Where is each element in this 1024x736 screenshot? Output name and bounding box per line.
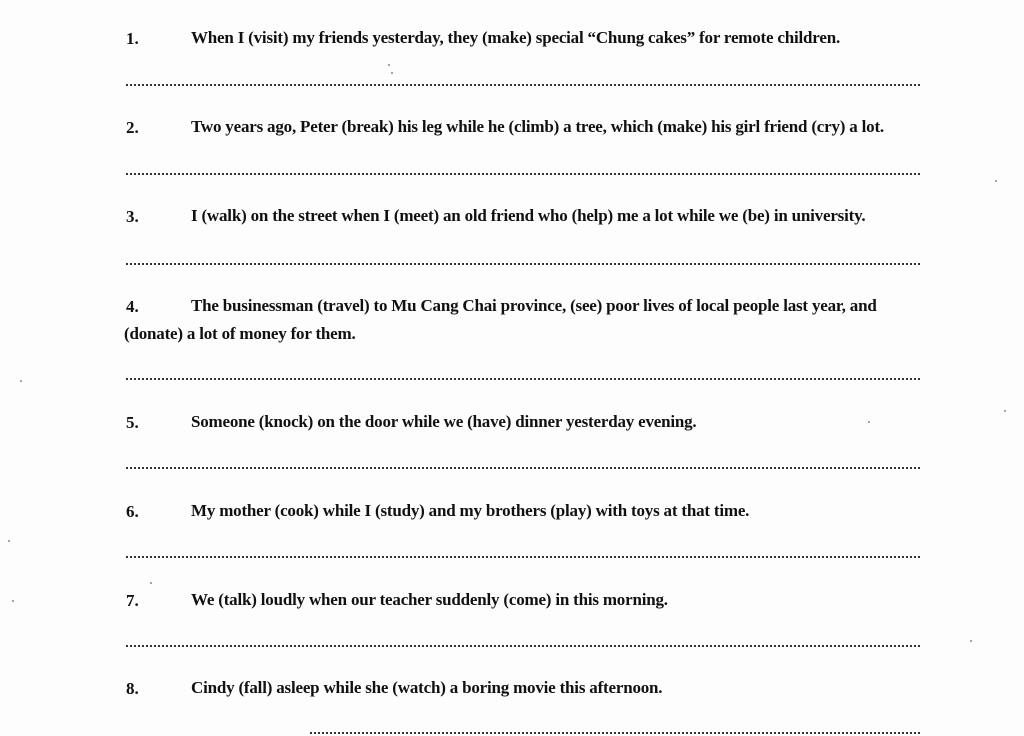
item-sentence: Someone (knock) on the door while we (have) dinner yesterday evening.	[191, 412, 697, 431]
answer-line[interactable]	[126, 378, 920, 380]
item-sentence: When I (visit) my friends yesterday, they (make) special “Chung cakes” for remote children.	[191, 28, 841, 47]
answer-line[interactable]	[126, 263, 920, 265]
item-number: 7.	[126, 591, 139, 610]
answer-line[interactable]	[126, 645, 920, 647]
scan-speck	[1004, 410, 1006, 412]
item-number: 5.	[126, 413, 139, 432]
scan-speck	[970, 640, 972, 642]
scan-speck	[150, 582, 152, 584]
scan-speck	[20, 380, 22, 382]
item-number: 8.	[126, 679, 139, 698]
item-sentence-continuation: (donate) a lot of money for them.	[124, 324, 356, 343]
scan-speck	[868, 421, 870, 423]
scan-speck	[8, 540, 10, 542]
item-sentence: Two years ago, Peter (break) his leg while he (climb) a tree, which (make) his girl friend (cry) a lot.	[191, 117, 884, 136]
item-sentence: My mother (cook) while I (study) and my brothers (play) with toys at that time.	[191, 501, 750, 520]
scan-speck	[391, 72, 393, 74]
item-number: 4.	[126, 297, 139, 316]
item-sentence: We (talk) loudly when our teacher suddenly (come) in this morning.	[191, 590, 668, 609]
scan-speck	[388, 64, 390, 66]
answer-line[interactable]	[126, 467, 920, 469]
item-sentence: I (walk) on the street when I (meet) an old friend who (help) me a lot while we (be) in university.	[191, 206, 866, 225]
answer-line[interactable]	[310, 732, 920, 734]
scan-speck	[12, 600, 14, 602]
answer-line[interactable]	[126, 556, 920, 558]
item-number: 3.	[126, 207, 139, 226]
item-number: 1.	[126, 29, 139, 48]
item-number: 2.	[126, 118, 139, 137]
scan-speck	[995, 180, 997, 182]
item-number: 6.	[126, 502, 139, 521]
answer-line[interactable]	[126, 173, 920, 175]
answer-line[interactable]	[126, 84, 920, 86]
item-sentence: The businessman (travel) to Mu Cang Chai province, (see) poor lives of local people last year, and	[191, 296, 877, 315]
item-sentence: Cindy (fall) asleep while she (watch) a boring movie this afternoon.	[191, 678, 663, 697]
